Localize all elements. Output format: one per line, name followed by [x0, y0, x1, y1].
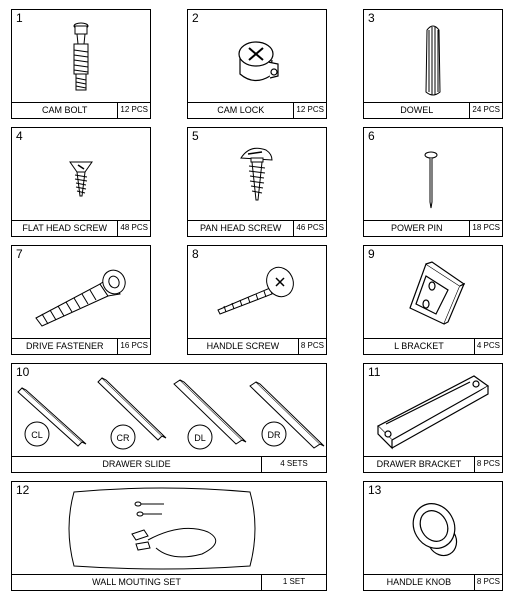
part-number: 2: [192, 11, 199, 25]
part-quantity: 8 PCS: [474, 457, 502, 472]
part-card-cam-bolt: [11, 9, 151, 119]
part-number: 9: [368, 247, 375, 261]
part-quantity: 16 PCS: [117, 339, 150, 354]
part-footer: [364, 456, 502, 472]
part-name: WALL MOUTING SET: [92, 577, 181, 587]
part-card-dowel: [363, 9, 503, 119]
part-card-flat-head-screw: [11, 127, 151, 237]
part-footer: [188, 220, 326, 236]
part-quantity: 18 PCS: [469, 221, 502, 236]
l-bracket-icon: [364, 246, 502, 338]
part-quantity: 46 PCS: [293, 221, 326, 236]
slide-label-cl: CL: [31, 430, 43, 440]
part-name: DRAWER BRACKET: [376, 459, 462, 469]
flat-head-screw-icon: [12, 128, 150, 220]
part-quantity: 8 PCS: [298, 339, 326, 354]
part-number: 11: [368, 365, 381, 379]
part-quantity: 1 SET: [261, 575, 326, 590]
part-name: POWER PIN: [390, 223, 443, 233]
part-name: DOWEL: [400, 105, 434, 115]
part-footer: [12, 574, 326, 590]
part-quantity: 12 PCS: [293, 103, 326, 118]
part-number: 4: [16, 129, 23, 143]
part-name: PAN HEAD SCREW: [200, 223, 282, 233]
part-card-wall-mounting-set: [11, 481, 327, 591]
part-number: 3: [368, 11, 375, 25]
part-name: L BRACKET: [394, 341, 444, 351]
part-number: 5: [192, 129, 199, 143]
part-number: 8: [192, 247, 199, 261]
part-card-handle-knob: [363, 481, 503, 591]
part-card-drawer-slide: [11, 363, 327, 473]
drawer-bracket-icon: [364, 364, 502, 456]
part-card-power-pin: [363, 127, 503, 237]
drawer-slide-icon: [12, 364, 326, 456]
slide-label-cr: CR: [116, 433, 130, 443]
part-number: 6: [368, 129, 375, 143]
part-quantity: 8 PCS: [474, 575, 502, 590]
part-number: 1: [16, 11, 23, 25]
wall-mounting-set-icon: [12, 482, 326, 574]
handle-screw-icon: [188, 246, 326, 338]
part-quantity: 4 SETS: [261, 457, 326, 472]
handle-knob-icon: [364, 482, 502, 574]
part-card-l-bracket: [363, 245, 503, 355]
part-footer: [364, 220, 502, 236]
part-card-pan-head-screw: [187, 127, 327, 237]
part-name: FLAT HEAD SCREW: [22, 223, 108, 233]
part-footer: [12, 102, 150, 118]
part-name: CAM BOLT: [42, 105, 88, 115]
part-footer: [12, 456, 326, 472]
part-footer: [188, 102, 326, 118]
part-number: 12: [16, 483, 30, 497]
part-footer: [12, 338, 150, 354]
cam-lock-icon: [188, 10, 326, 102]
part-card-drive-fastener: [11, 245, 151, 355]
slide-label-dl: DL: [194, 433, 206, 443]
part-quantity: 12 PCS: [117, 103, 150, 118]
part-footer: [364, 102, 502, 118]
cam-bolt-icon: [12, 10, 150, 102]
drive-fastener-icon: [12, 246, 150, 338]
part-footer: [364, 338, 502, 354]
part-footer: [188, 338, 326, 354]
part-name: DRAWER SLIDE: [102, 459, 171, 469]
part-footer: [364, 574, 502, 590]
part-name: DRIVE FASTENER: [25, 341, 104, 351]
part-number: 13: [368, 483, 382, 497]
dowel-icon: [364, 10, 502, 102]
part-name: CAM LOCK: [217, 105, 265, 115]
slide-label-dr: DR: [267, 430, 281, 440]
part-card-drawer-bracket: [363, 363, 503, 473]
part-number: 10: [16, 365, 30, 379]
part-name: HANDLE SCREW: [206, 341, 280, 351]
part-quantity: 24 PCS: [469, 103, 502, 118]
part-card-handle-screw: [187, 245, 327, 355]
part-quantity: 48 PCS: [117, 221, 150, 236]
part-quantity: 4 PCS: [474, 339, 502, 354]
pan-head-screw-icon: [188, 128, 326, 220]
power-pin-icon: [364, 128, 502, 220]
part-number: 7: [16, 247, 23, 261]
part-card-cam-lock: [187, 9, 327, 119]
part-footer: [12, 220, 150, 236]
part-name: HANDLE KNOB: [386, 577, 452, 587]
